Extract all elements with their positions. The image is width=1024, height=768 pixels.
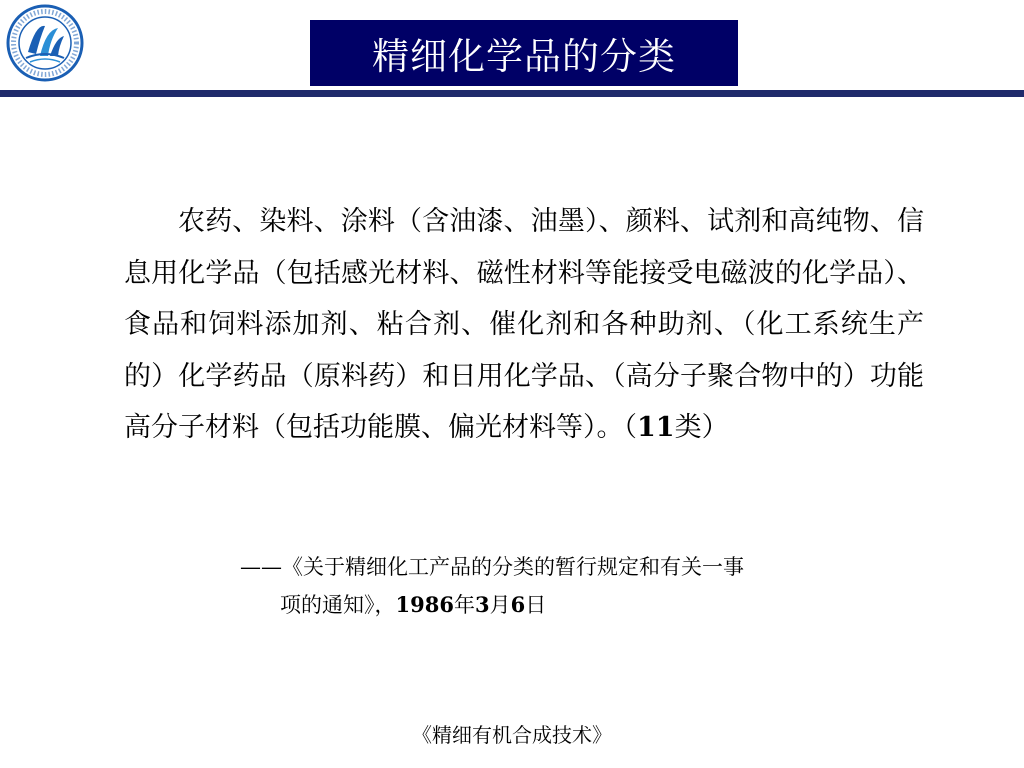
citation-year-unit: 年 xyxy=(453,593,475,617)
slide-title-banner xyxy=(310,20,738,86)
citation-month-unit: 月 xyxy=(489,593,511,617)
body-text-main: 农药、染料、涂料（含油漆、油墨）、颜料、试剂和高纯物、信息用化学品（包括感光材料、磁性材料等能接受电磁波的化学品）、食品和饲料添加剂、粘合剂、催化剂和各种助剂、（化工系统生产的）化学药品（原料药）和日用化学品、（高分子聚合物中的）功能高分子材料（包括功能膜、偏光材料等）。（ xyxy=(124,206,924,443)
footer-course-title: 《精细有机合成技术》 xyxy=(412,723,612,747)
citation-line1: ——《关于精细化工产品的分类的暂行规定和有关一事 xyxy=(240,555,744,579)
category-count: 11 xyxy=(637,412,675,443)
body-text-end: 类） xyxy=(674,412,729,443)
header-divider xyxy=(0,90,1024,97)
slide-title: 精细化学品的分类 xyxy=(372,35,676,78)
citation-day-unit: 日 xyxy=(525,593,547,617)
citation-month: 3 xyxy=(474,592,490,617)
university-seal-icon xyxy=(6,4,84,82)
citation-year: 1986 xyxy=(395,592,454,617)
body-paragraph xyxy=(124,196,924,454)
citation-doc-end: 项的通知》， xyxy=(280,593,396,617)
citation-day: 6 xyxy=(510,592,526,617)
citation xyxy=(240,548,940,624)
citation-line2 xyxy=(240,586,940,624)
